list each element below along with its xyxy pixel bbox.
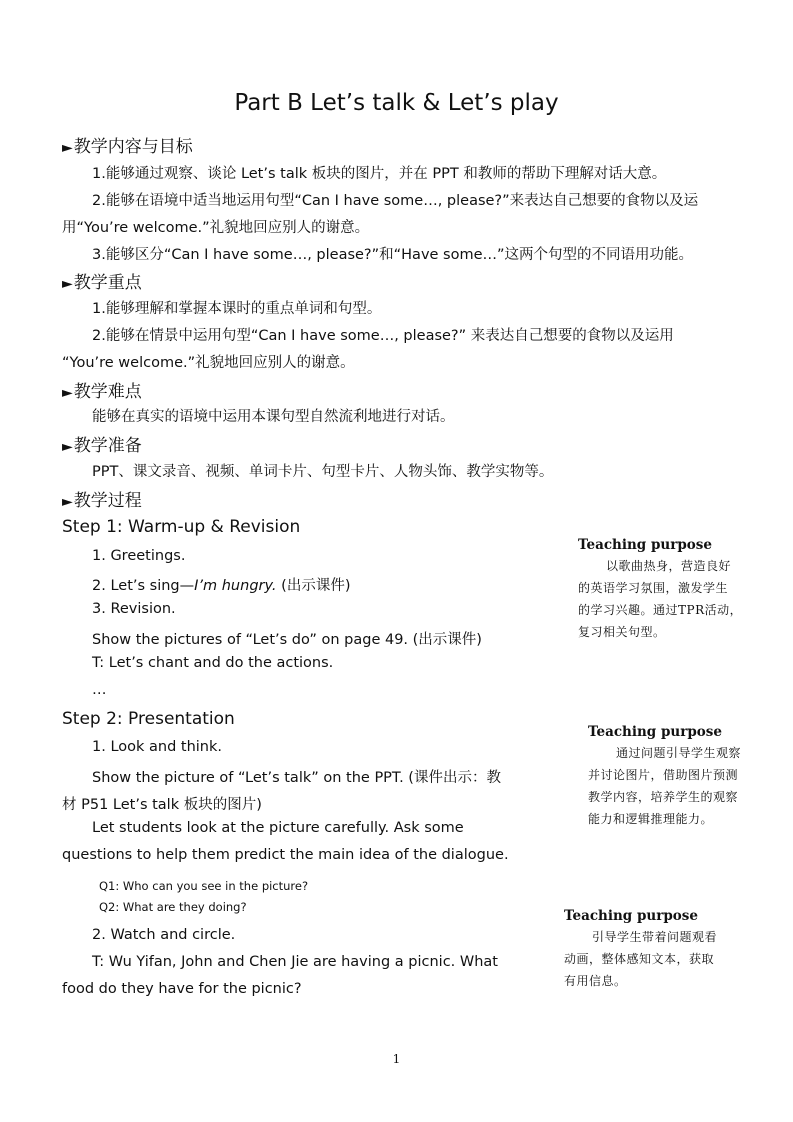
question-1: Q1: Who can you see in the picture? bbox=[99, 879, 309, 893]
step1-greetings: 1. Greetings. bbox=[92, 548, 186, 564]
section-heading-process: ►教学过程 bbox=[62, 491, 142, 511]
step2-title: Step 2: Presentation bbox=[62, 709, 235, 729]
teaching-purpose-line: 教学内容，培养学生的观察 bbox=[588, 790, 739, 804]
triangle-bullet-icon: ► bbox=[62, 439, 73, 455]
teaching-purpose-line: 以歌曲热身，营造良好 bbox=[606, 559, 732, 573]
triangle-bullet-icon: ► bbox=[62, 276, 73, 292]
section-heading-keypoints: ►教学重点 bbox=[62, 273, 142, 293]
teaching-purpose-line: 的学习兴趣。通过TPR活动， bbox=[578, 603, 743, 617]
teaching-purpose-line: 通过问题引导学生观察 bbox=[616, 746, 742, 760]
step1-revision: 3. Revision. bbox=[92, 601, 176, 617]
keypoint-item-2: 2.能够在情景中运用句型“Can I have some…, please?” 来表达自己想要的食物以及运用 bbox=[92, 328, 674, 344]
step1-sing: 2. Let’s sing—I’m hungry. (出示课件) bbox=[92, 578, 351, 594]
teaching-purpose-heading: Teaching purpose bbox=[564, 908, 698, 924]
step2-let-line1: Let students look at the picture carefully. Ask some bbox=[92, 820, 464, 836]
teaching-purpose-3 bbox=[564, 908, 717, 992]
prep-item-1: PPT、课文录音、视频、单词卡片、句型卡片、人物头饰、教学实物等。 bbox=[92, 464, 554, 480]
teaching-purpose-heading: Teaching purpose bbox=[578, 537, 712, 553]
step1-chant: T: Let’s chant and do the actions. bbox=[92, 655, 334, 671]
section-heading-prep: ►教学准备 bbox=[62, 436, 142, 456]
step2-let-line2: questions to help them predict the main idea of the dialogue. bbox=[62, 847, 509, 863]
question-2: Q2: What are they doing? bbox=[99, 900, 247, 914]
section-heading-content: ►教学内容与目标 bbox=[62, 137, 193, 157]
content-item-3: 3.能够区分“Can I have some…, please?”和“Have some…”这两个句型的不同语用功能。 bbox=[92, 247, 694, 263]
step2-show-line2: 材 P51 Let’s talk 板块的图片) bbox=[62, 797, 262, 813]
step1-ellipsis: … bbox=[92, 682, 107, 698]
document-title: Part B Let’s talk & Let’s play bbox=[234, 90, 559, 116]
teaching-purpose-line: 动画，整体感知文本，获取 bbox=[564, 952, 715, 966]
section-heading-difficulties: ►教学难点 bbox=[62, 382, 142, 402]
teaching-purpose-line: 复习相关句型。 bbox=[578, 625, 666, 639]
step2-look: 1. Look and think. bbox=[92, 739, 223, 755]
difficulty-item-1: 能够在真实的语境中运用本课句型自然流利地进行对话。 bbox=[92, 409, 455, 425]
keypoint-item-2-cont: “You’re welcome.”礼貌地回应别人的谢意。 bbox=[62, 355, 355, 371]
teaching-purpose-heading: Teaching purpose bbox=[588, 724, 722, 740]
teaching-purpose-line: 有用信息。 bbox=[564, 974, 627, 988]
step2-t-line1: T: Wu Yifan, John and Chen Jie are having a picnic. What bbox=[92, 954, 498, 970]
triangle-bullet-icon: ► bbox=[62, 494, 73, 510]
step1-title: Step 1: Warm-up & Revision bbox=[62, 517, 301, 537]
step2-show-line1: Show the picture of “Let’s talk” on the PPT. (课件出示：教 bbox=[92, 770, 501, 786]
teaching-purpose-line: 引导学生带着问题观看 bbox=[592, 930, 718, 944]
triangle-bullet-icon: ► bbox=[62, 385, 73, 401]
song-title: I’m hungry. bbox=[194, 578, 277, 594]
teaching-purpose-2 bbox=[588, 724, 741, 830]
page-number: 1 bbox=[392, 1052, 401, 1066]
teaching-purpose-1 bbox=[578, 537, 742, 643]
content-item-1: 1.能够通过观察、谈论 Let’s talk 板块的图片，并在 PPT 和教师的帮助下理解对话大意。 bbox=[92, 166, 667, 182]
step2-watch: 2. Watch and circle. bbox=[92, 927, 236, 943]
teaching-purpose-line: 能力和逻辑推理能力。 bbox=[588, 812, 714, 826]
step2-t-line2: food do they have for the picnic? bbox=[62, 981, 302, 997]
triangle-bullet-icon: ► bbox=[62, 140, 73, 156]
content-item-2: 2.能够在语境中适当地运用句型“Can I have some…, please?”来表达自己想要的食物以及运 bbox=[92, 193, 699, 209]
teaching-purpose-line: 并讨论图片，借助图片预测 bbox=[588, 768, 739, 782]
content-item-2-cont: 用“You’re welcome.”礼貌地回应别人的谢意。 bbox=[62, 220, 370, 236]
teaching-purpose-line: 的英语学习氛围，激发学生 bbox=[578, 581, 729, 595]
step1-show: Show the pictures of “Let’s do” on page 49. (出示课件) bbox=[92, 632, 482, 648]
keypoint-item-1: 1.能够理解和掌握本课时的重点单词和句型。 bbox=[92, 301, 382, 317]
